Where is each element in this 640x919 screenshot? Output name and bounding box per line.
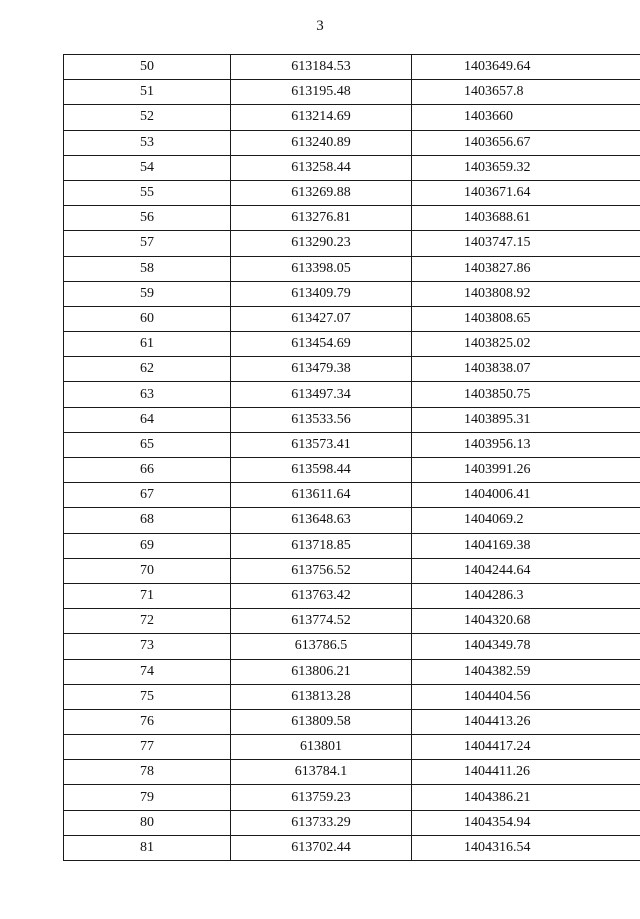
table-row (64, 332, 640, 357)
point-number-cell: 52 (64, 105, 231, 130)
y-coordinate-cell: 1404386.21 (412, 785, 640, 810)
table-row (64, 634, 640, 659)
y-coordinate-cell: 1403850.75 (412, 382, 640, 407)
x-coordinate-cell: 613801 (231, 735, 412, 760)
point-number-cell: 74 (64, 659, 231, 684)
x-coordinate-cell: 613648.63 (231, 508, 412, 533)
y-coordinate-cell: 1403808.65 (412, 306, 640, 331)
table-row (64, 105, 640, 130)
table-row (64, 80, 640, 105)
point-number-cell: 50 (64, 55, 231, 80)
y-coordinate-cell: 1403660 (412, 105, 640, 130)
y-coordinate-cell: 1404411.26 (412, 760, 640, 785)
x-coordinate-cell: 613784.1 (231, 760, 412, 785)
y-coordinate-cell: 1404382.59 (412, 659, 640, 684)
table-row (64, 583, 640, 608)
point-number-cell: 57 (64, 231, 231, 256)
table-row (64, 609, 640, 634)
y-coordinate-cell: 1404316.54 (412, 835, 640, 860)
x-coordinate-cell: 613184.53 (231, 55, 412, 80)
y-coordinate-cell: 1403656.67 (412, 130, 640, 155)
x-coordinate-cell: 613573.41 (231, 432, 412, 457)
point-number-cell: 73 (64, 634, 231, 659)
point-number-cell: 77 (64, 735, 231, 760)
table-row (64, 709, 640, 734)
y-coordinate-cell: 1403657.8 (412, 80, 640, 105)
table-row (64, 760, 640, 785)
y-coordinate-cell: 1404413.26 (412, 709, 640, 734)
y-coordinate-cell: 1404320.68 (412, 609, 640, 634)
y-coordinate-cell: 1403991.26 (412, 458, 640, 483)
y-coordinate-cell: 1403808.92 (412, 281, 640, 306)
table-row (64, 483, 640, 508)
x-coordinate-cell: 613195.48 (231, 80, 412, 105)
table-row (64, 281, 640, 306)
x-coordinate-cell: 613733.29 (231, 810, 412, 835)
table-row (64, 180, 640, 205)
point-number-cell: 54 (64, 155, 231, 180)
y-coordinate-cell: 1403838.07 (412, 357, 640, 382)
x-coordinate-cell: 613497.34 (231, 382, 412, 407)
point-number-cell: 76 (64, 709, 231, 734)
point-number-cell: 72 (64, 609, 231, 634)
table-row (64, 785, 640, 810)
table-row (64, 835, 640, 860)
table-row (64, 684, 640, 709)
point-number-cell: 55 (64, 180, 231, 205)
table-row (64, 533, 640, 558)
point-number-cell: 62 (64, 357, 231, 382)
table-row (64, 256, 640, 281)
table-row (64, 735, 640, 760)
y-coordinate-cell: 1403956.13 (412, 432, 640, 457)
point-number-cell: 53 (64, 130, 231, 155)
x-coordinate-cell: 613409.79 (231, 281, 412, 306)
x-coordinate-cell: 613398.05 (231, 256, 412, 281)
table-row (64, 155, 640, 180)
table-row (64, 558, 640, 583)
table-row (64, 810, 640, 835)
y-coordinate-cell: 1403827.86 (412, 256, 640, 281)
y-coordinate-cell: 1404354.94 (412, 810, 640, 835)
y-coordinate-cell: 1404417.24 (412, 735, 640, 760)
x-coordinate-cell: 613454.69 (231, 332, 412, 357)
x-coordinate-cell: 613479.38 (231, 357, 412, 382)
point-number-cell: 63 (64, 382, 231, 407)
point-number-cell: 79 (64, 785, 231, 810)
point-number-cell: 81 (64, 835, 231, 860)
point-number-cell: 80 (64, 810, 231, 835)
x-coordinate-cell: 613611.64 (231, 483, 412, 508)
y-coordinate-cell: 1404169.38 (412, 533, 640, 558)
table-row (64, 407, 640, 432)
x-coordinate-cell: 613240.89 (231, 130, 412, 155)
x-coordinate-cell: 613809.58 (231, 709, 412, 734)
y-coordinate-cell: 1404404.56 (412, 684, 640, 709)
table-row (64, 357, 640, 382)
x-coordinate-cell: 613806.21 (231, 659, 412, 684)
point-number-cell: 68 (64, 508, 231, 533)
table-row (64, 508, 640, 533)
x-coordinate-cell: 613269.88 (231, 180, 412, 205)
x-coordinate-cell: 613718.85 (231, 533, 412, 558)
point-number-cell: 65 (64, 432, 231, 457)
x-coordinate-cell: 613759.23 (231, 785, 412, 810)
y-coordinate-cell: 1403649.64 (412, 55, 640, 80)
x-coordinate-cell: 613533.56 (231, 407, 412, 432)
table-row (64, 432, 640, 457)
y-coordinate-cell: 1403659.32 (412, 155, 640, 180)
x-coordinate-cell: 613763.42 (231, 583, 412, 608)
x-coordinate-cell: 613813.28 (231, 684, 412, 709)
table-row (64, 659, 640, 684)
point-number-cell: 59 (64, 281, 231, 306)
point-number-cell: 69 (64, 533, 231, 558)
y-coordinate-cell: 1404349.78 (412, 634, 640, 659)
point-number-cell: 64 (64, 407, 231, 432)
table-row (64, 382, 640, 407)
point-number-cell: 58 (64, 256, 231, 281)
table-row (64, 55, 640, 80)
y-coordinate-cell: 1403747.15 (412, 231, 640, 256)
y-coordinate-cell: 1403895.31 (412, 407, 640, 432)
coordinates-table-body (64, 55, 640, 861)
point-number-cell: 71 (64, 583, 231, 608)
x-coordinate-cell: 613276.81 (231, 206, 412, 231)
point-number-cell: 60 (64, 306, 231, 331)
point-number-cell: 75 (64, 684, 231, 709)
y-coordinate-cell: 1404006.41 (412, 483, 640, 508)
point-number-cell: 51 (64, 80, 231, 105)
x-coordinate-cell: 613214.69 (231, 105, 412, 130)
point-number-cell: 67 (64, 483, 231, 508)
point-number-cell: 61 (64, 332, 231, 357)
y-coordinate-cell: 1404286.3 (412, 583, 640, 608)
table-row (64, 231, 640, 256)
point-number-cell: 70 (64, 558, 231, 583)
x-coordinate-cell: 613258.44 (231, 155, 412, 180)
x-coordinate-cell: 613756.52 (231, 558, 412, 583)
point-number-cell: 66 (64, 458, 231, 483)
x-coordinate-cell: 613786.5 (231, 634, 412, 659)
page-number: 3 (316, 18, 324, 34)
table-row (64, 306, 640, 331)
x-coordinate-cell: 613290.23 (231, 231, 412, 256)
table-row (64, 130, 640, 155)
table-row (64, 206, 640, 231)
x-coordinate-cell: 613702.44 (231, 835, 412, 860)
x-coordinate-cell: 613427.07 (231, 306, 412, 331)
y-coordinate-cell: 1403688.61 (412, 206, 640, 231)
x-coordinate-cell: 613598.44 (231, 458, 412, 483)
y-coordinate-cell: 1404069.2 (412, 508, 640, 533)
point-number-cell: 78 (64, 760, 231, 785)
point-number-cell: 56 (64, 206, 231, 231)
y-coordinate-cell: 1403825.02 (412, 332, 640, 357)
y-coordinate-cell: 1403671.64 (412, 180, 640, 205)
y-coordinate-cell: 1404244.64 (412, 558, 640, 583)
x-coordinate-cell: 613774.52 (231, 609, 412, 634)
coordinates-table (63, 54, 640, 861)
table-row (64, 458, 640, 483)
